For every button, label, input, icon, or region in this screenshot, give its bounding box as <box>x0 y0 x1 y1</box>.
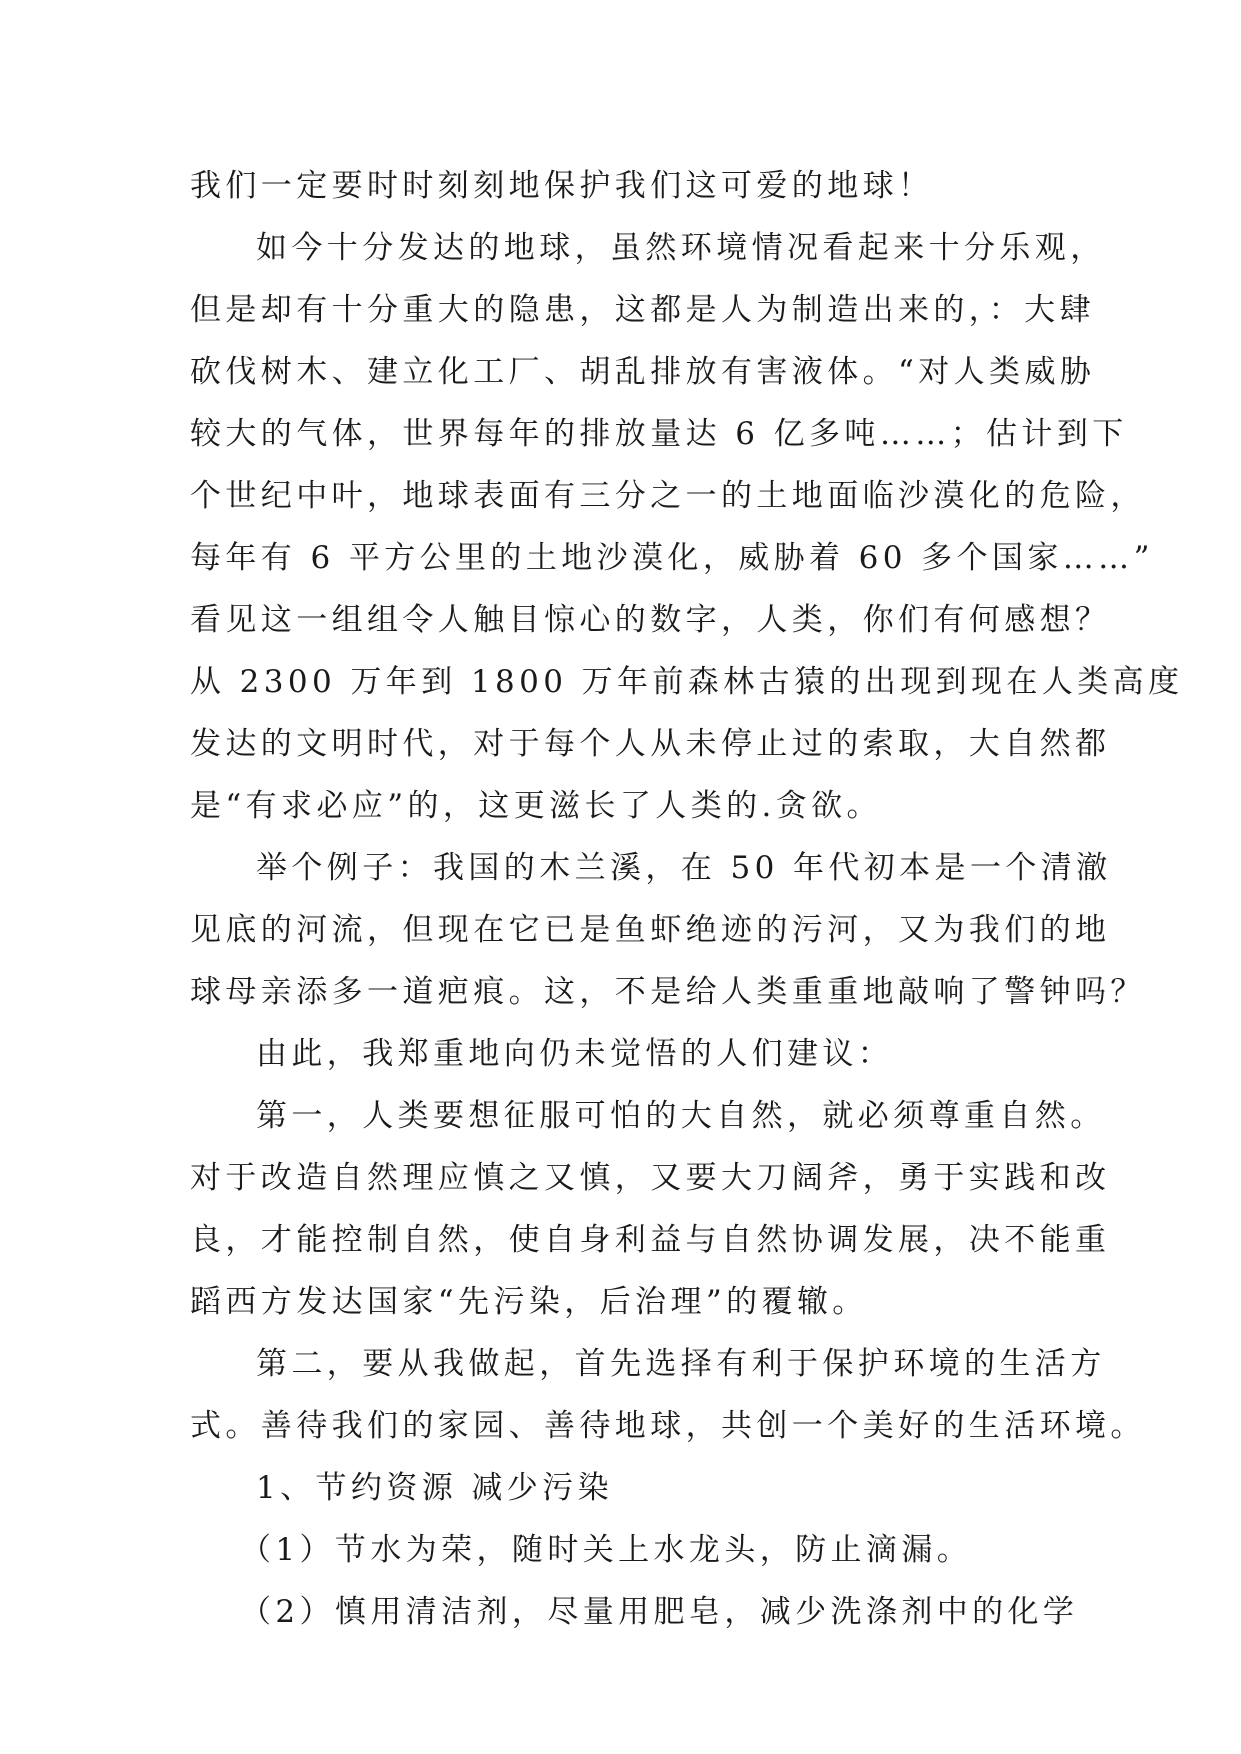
paragraph-start-line: 第一，人类要想征服可怕的大自然，就必须尊重自然。 <box>256 1098 1106 1134</box>
paragraph-start-line: 由此，我郑重地向仍未觉悟的人们建议： <box>256 1036 894 1072</box>
text-line: 式。善待我们的家园、善待地球，共创一个美好的生活环境。 <box>190 1408 1146 1444</box>
list-heading: 1、节约资源 减少污染 <box>256 1470 613 1506</box>
paragraph-start-line: 第二，要从我做起，首先选择有利于保护环境的生活方 <box>256 1346 1106 1382</box>
paragraph-start-line: 如今十分发达的地球，虽然环境情况看起来十分乐观， <box>256 230 1106 266</box>
text-line: 发达的文明时代，对于每个人从未停止过的索取，大自然都 <box>190 726 1111 762</box>
text-line: 我们一定要时时刻刻地保护我们这可爱的地球！ <box>190 168 934 204</box>
text-line: 蹈西方发达国家“先污染，后治理”的覆辙。 <box>190 1284 868 1320</box>
text-line: 较大的气体，世界每年的排放量达 6 亿多吨……；估计到下 <box>190 416 1128 452</box>
body-text <box>190 155 1184 1643</box>
text-line: 球母亲添多一道疤痕。这，不是给人类重重地敲响了警钟吗？ <box>190 974 1146 1010</box>
text-line: 见底的河流，但现在它已是鱼虾绝迹的污河，又为我们的地 <box>190 912 1111 948</box>
text-line: 但是却有十分重大的隐患，这都是人为制造出来的，：大肆 <box>190 292 1095 328</box>
text-line: 看见这一组组令人触目惊心的数字，人类，你们有何感想？ <box>190 602 1111 638</box>
paragraph-start-line: 举个例子：我国的木兰溪，在 50 年代初本是一个清澈 <box>256 850 1112 886</box>
text-line: 良，才能控制自然，使自身利益与自然协调发展，决不能重 <box>190 1222 1111 1258</box>
list-item: （2）慎用清洁剂，尽量用肥皂，减少洗涤剂中的化学 <box>240 1594 1079 1630</box>
text-line: 砍伐树木、建立化工厂、胡乱排放有害液体。“对人类威胁 <box>190 354 1096 390</box>
list-item: （1）节水为荣，随时关上水龙头，防止滴漏。 <box>240 1532 973 1568</box>
text-line: 从 2300 万年到 1800 万年前森林古猿的出现到现在人类高度 <box>190 664 1184 700</box>
text-line: 对于改造自然理应慎之又慎，又要大刀阔斧，勇于实践和改 <box>190 1160 1111 1196</box>
text-line: 每年有 6 平方公里的土地沙漠化，威胁着 60 多个国家……” <box>190 540 1154 576</box>
text-line: 是“有求必应”的，这更滋长了人类的.贪欲。 <box>190 788 882 824</box>
text-line: 个世纪中叶，地球表面有三分之一的土地面临沙漠化的危险， <box>190 478 1146 514</box>
